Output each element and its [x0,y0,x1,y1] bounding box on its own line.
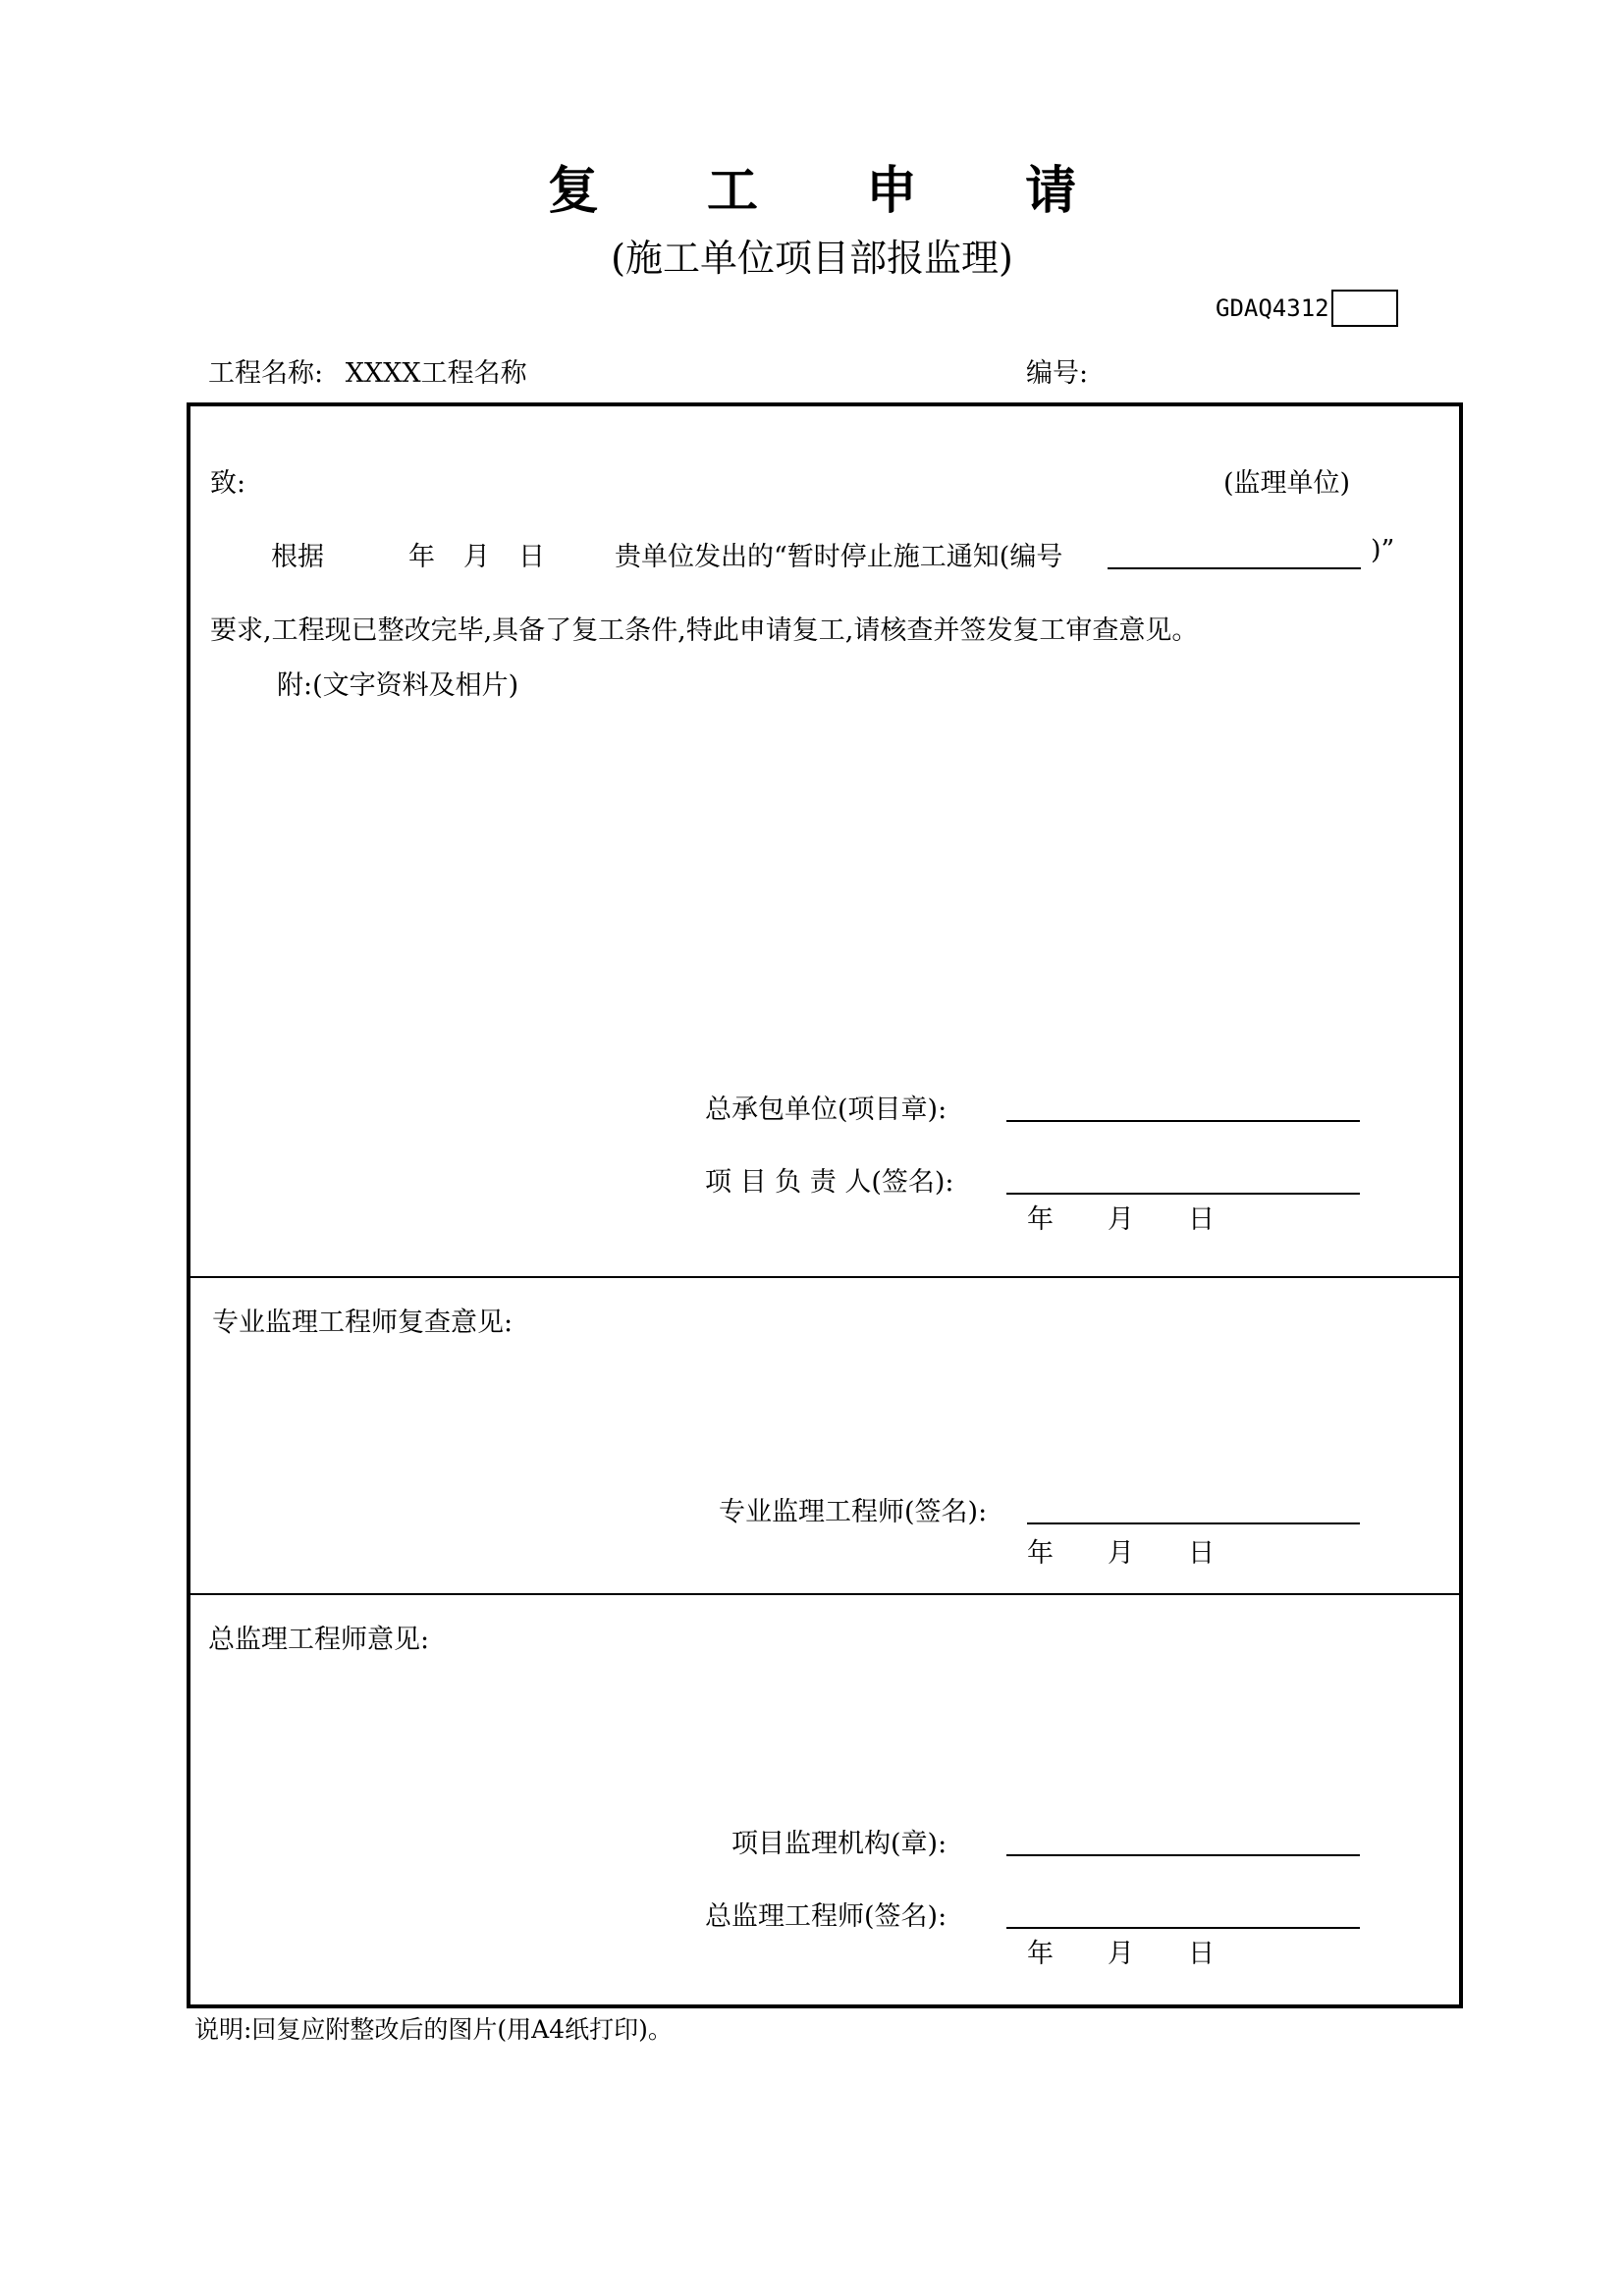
chief-opinion-heading: 总监理工程师意见: [208,1625,430,1655]
project-manager-signature-field[interactable] [1006,1193,1360,1195]
contractor-seal-label: 总承包单位(项目章): [705,1095,947,1125]
date-row[interactable] [1027,1531,1269,1570]
contractor-seal-field[interactable] [1006,1120,1360,1122]
project-manager-label: 项 目 负 责 人(签名): [705,1167,954,1198]
supervision-unit-label: (监理单位) [1223,468,1351,499]
footer-note: 说明:回复应附整改后的图片(用A4纸打印)。 [194,2015,673,2044]
to-label: 致: [210,468,246,499]
basis-month[interactable]: 月 [463,542,490,572]
date-day: 日 [1188,1538,1215,1569]
page-subtitle: (施工单位项目部报监理) [611,237,1013,280]
section-divider [187,1276,1463,1278]
date-day: 日 [1188,1204,1215,1235]
engineer-signature-field[interactable] [1027,1522,1360,1524]
attachment-note: 附:(文字资料及相片) [277,670,519,701]
date-year: 年 [1027,1538,1054,1569]
basis-day[interactable]: 日 [518,542,545,572]
date-month: 月 [1108,1538,1134,1569]
basis-year[interactable]: 年 [408,542,435,572]
form-code: GDAQ4312 [1216,294,1329,322]
project-name-value[interactable]: XXXX工程名称 [345,358,527,389]
notice-number-field[interactable] [1108,567,1361,569]
section-divider [187,1593,1463,1595]
date-year: 年 [1027,1204,1054,1235]
date-row[interactable] [1027,1932,1269,1970]
date-row[interactable] [1027,1198,1269,1236]
engineer-signature-label: 专业监理工程师(签名): [719,1497,988,1527]
project-name-label: 工程名称: [208,358,324,389]
date-month: 月 [1108,1939,1134,1969]
supervision-institution-label: 项目监理机构(章): [731,1829,947,1859]
number-label: 编号: [1026,358,1089,389]
notice-close: )” [1371,535,1395,565]
engineer-review-heading: 专业监理工程师复查意见: [212,1308,514,1338]
date-day: 日 [1188,1939,1215,1969]
date-year: 年 [1027,1939,1054,1969]
supervision-institution-field[interactable] [1006,1854,1360,1856]
chief-engineer-label: 总监理工程师(签名): [705,1901,947,1932]
body-text: 要求,工程现已整改完毕,具备了复工条件,特此申请复工,请核查并签发复工审查意见。 [210,615,1199,646]
basis-label: 根据 [271,542,324,572]
form-code-input-box[interactable] [1331,290,1398,327]
date-month: 月 [1108,1204,1134,1235]
project-name-row [208,351,527,390]
notice-text: 贵单位发出的“暂时停止施工通知(编号 [615,542,1063,572]
page-title: 复 工 申 请 [547,161,1122,221]
chief-engineer-signature-field[interactable] [1006,1927,1360,1929]
